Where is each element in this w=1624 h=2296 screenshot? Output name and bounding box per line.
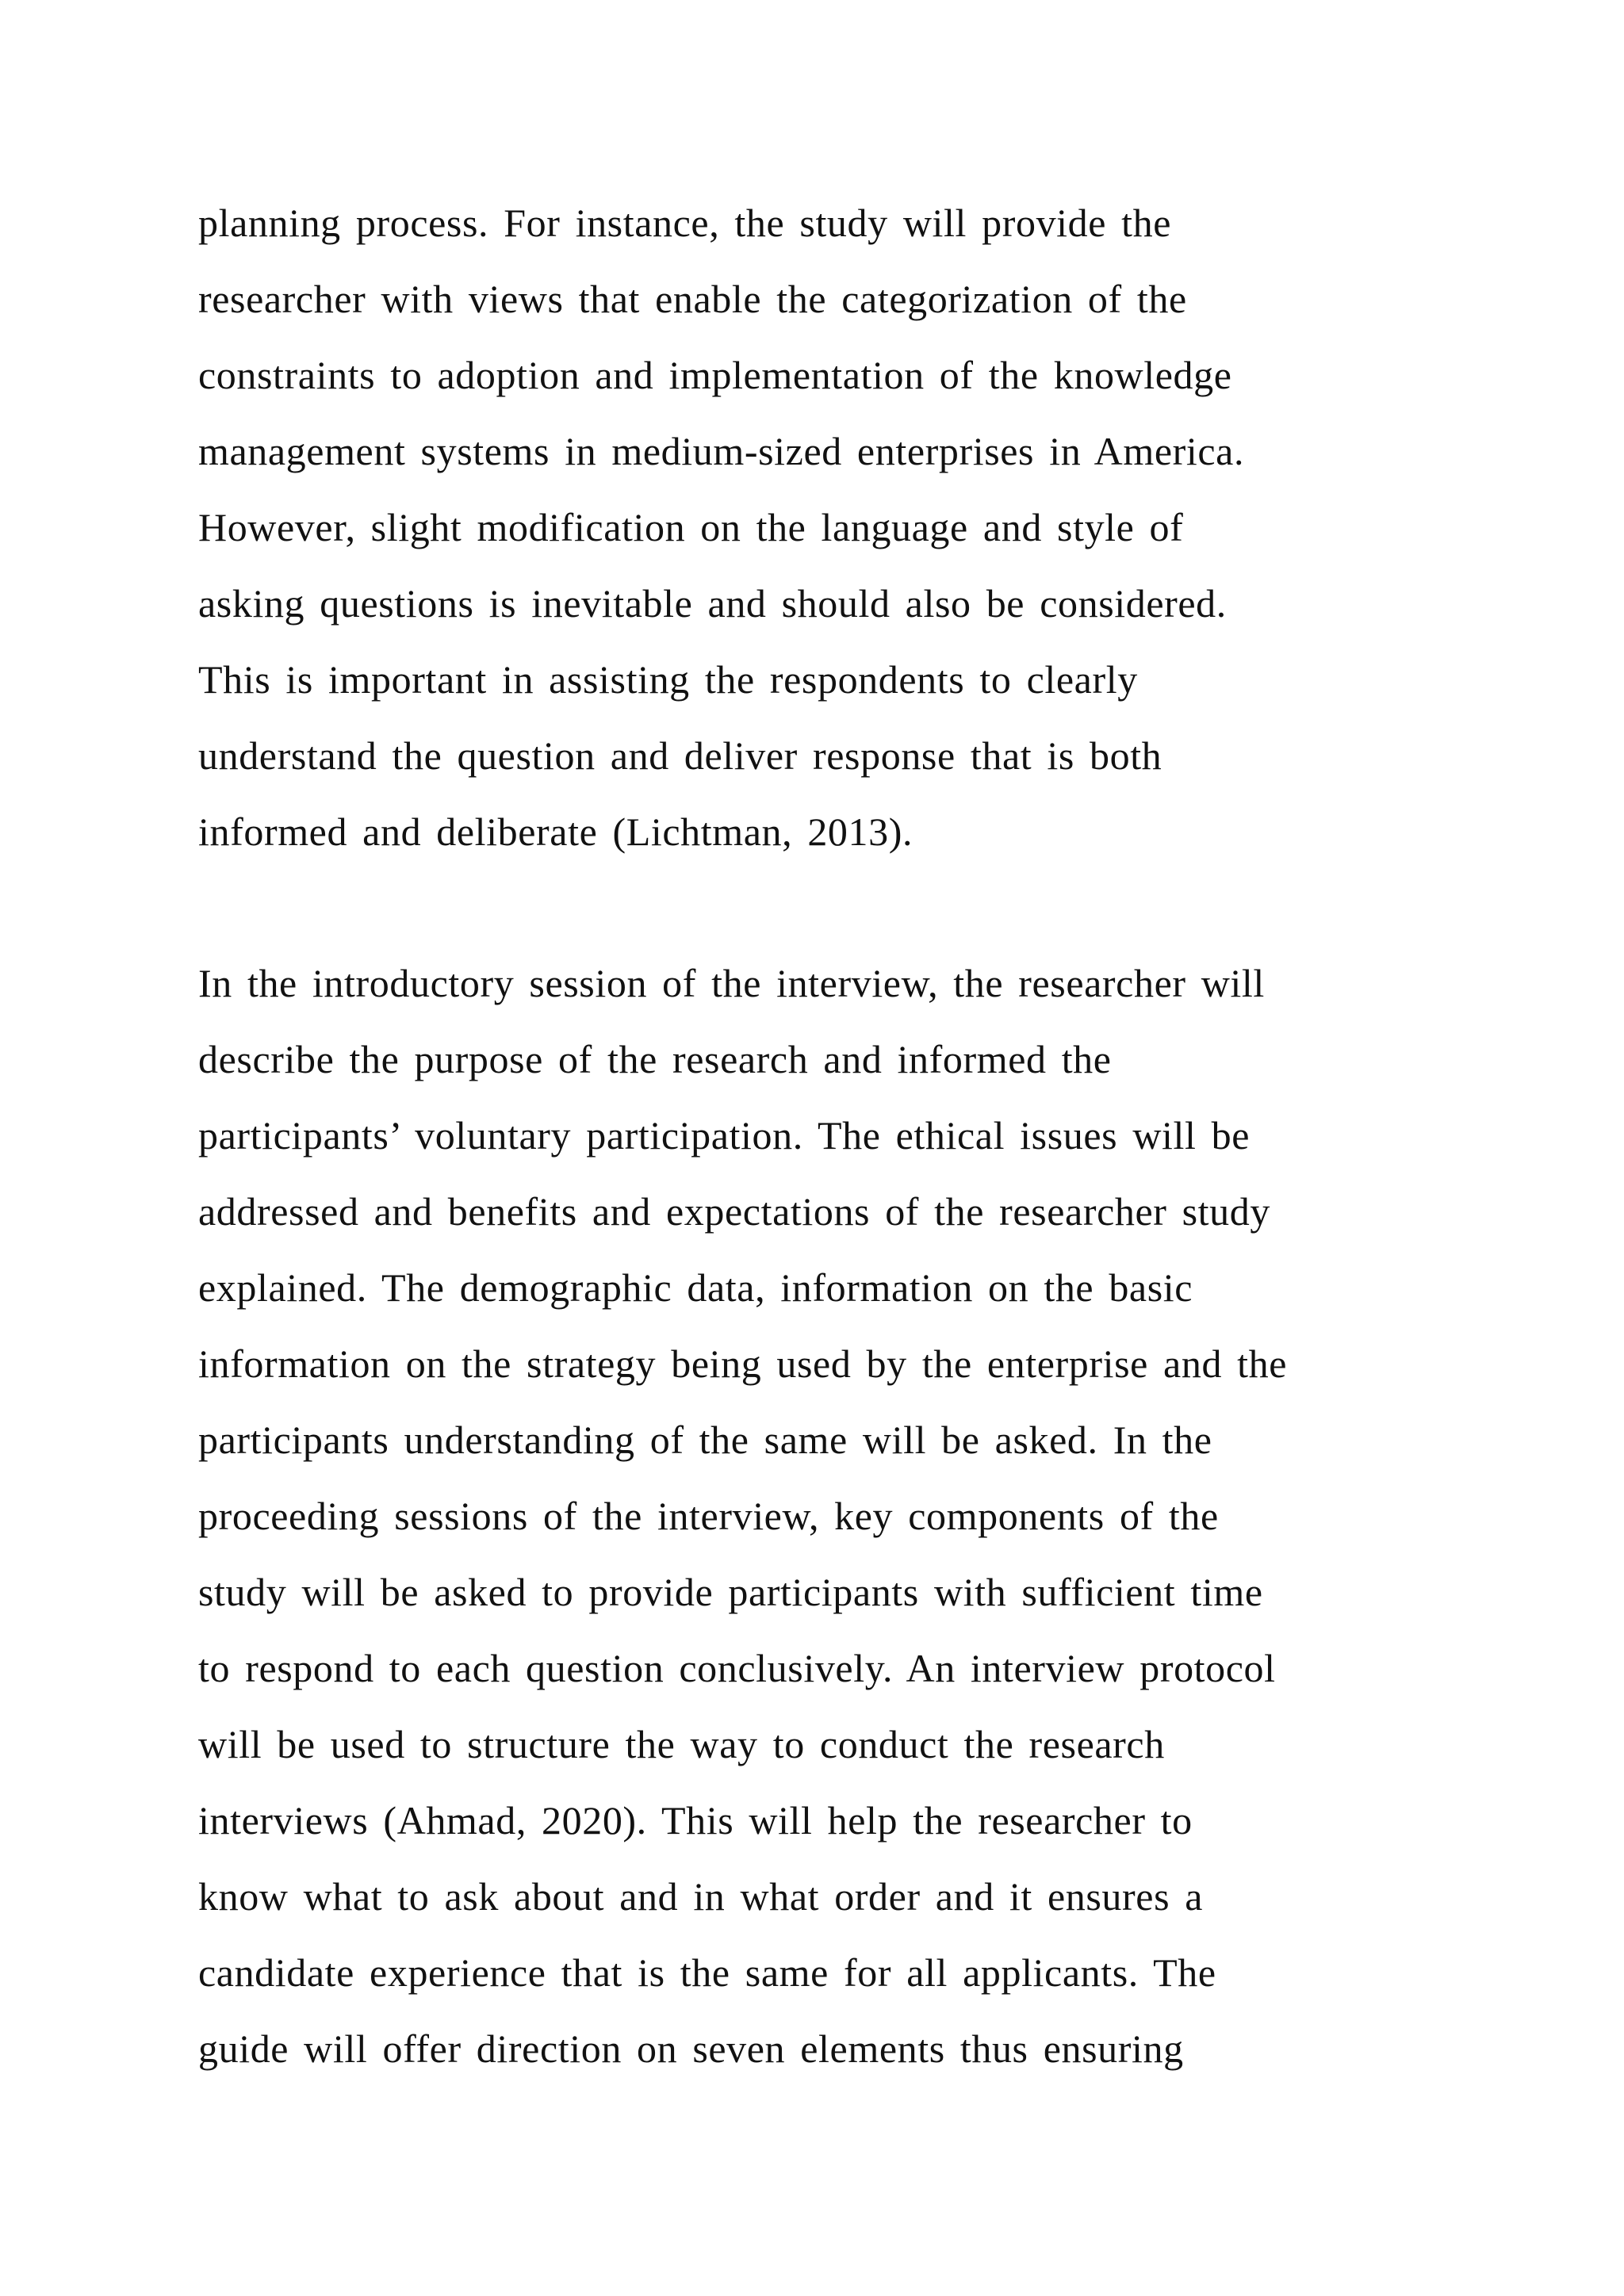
text-line: In the introductory session of the interview, the researcher will <box>198 961 1265 1005</box>
text-line: However, slight modification on the language and style of <box>198 505 1184 549</box>
text-line: know what to ask about and in what order and it ensures a <box>198 1874 1204 1919</box>
text-line: candidate experience that is the same for all applicants. The <box>198 1950 1216 1995</box>
text-line: participants’ voluntary participation. The ethical issues will be <box>198 1113 1251 1158</box>
text-line: participants understanding of the same will be asked. In the <box>198 1418 1212 1462</box>
text-line: study will be asked to provide participants with sufficient time <box>198 1570 1263 1614</box>
text-line: constraints to adoption and implementation of the knowledge <box>198 353 1232 397</box>
text-line: management systems in medium-sized enterprises in America. <box>198 429 1245 473</box>
text-line: information on the strategy being used by the enterprise and the <box>198 1341 1288 1386</box>
text-line: describe the purpose of the research and informed the <box>198 1037 1112 1081</box>
text-line: informed and deliberate (Lichtman, 2013). <box>198 809 914 854</box>
paragraph-2 <box>198 945 1467 2087</box>
text-line: interviews (Ahmad, 2020). This will help the researcher to <box>198 1798 1193 1843</box>
text-line: proceeding sessions of the interview, key components of the <box>198 1494 1219 1538</box>
text-line: This is important in assisting the respondents to clearly <box>198 657 1138 702</box>
text-line: planning process. For instance, the study will provide the <box>198 201 1172 245</box>
text-line: researcher with views that enable the categorization of the <box>198 277 1187 321</box>
text-line: to respond to each question conclusively. An interview protocol <box>198 1646 1276 1690</box>
text-line: understand the question and deliver response that is both <box>198 733 1162 778</box>
paragraph-1 <box>198 185 1467 870</box>
text-line: will be used to structure the way to conduct the research <box>198 1722 1165 1766</box>
text-line: addressed and benefits and expectations of the researcher study <box>198 1189 1270 1234</box>
text-line: explained. The demographic data, information on the basic <box>198 1265 1193 1310</box>
text-line: asking questions is inevitable and should also be considered. <box>198 581 1227 626</box>
text-line: guide will offer direction on seven elements thus ensuring <box>198 2026 1184 2071</box>
